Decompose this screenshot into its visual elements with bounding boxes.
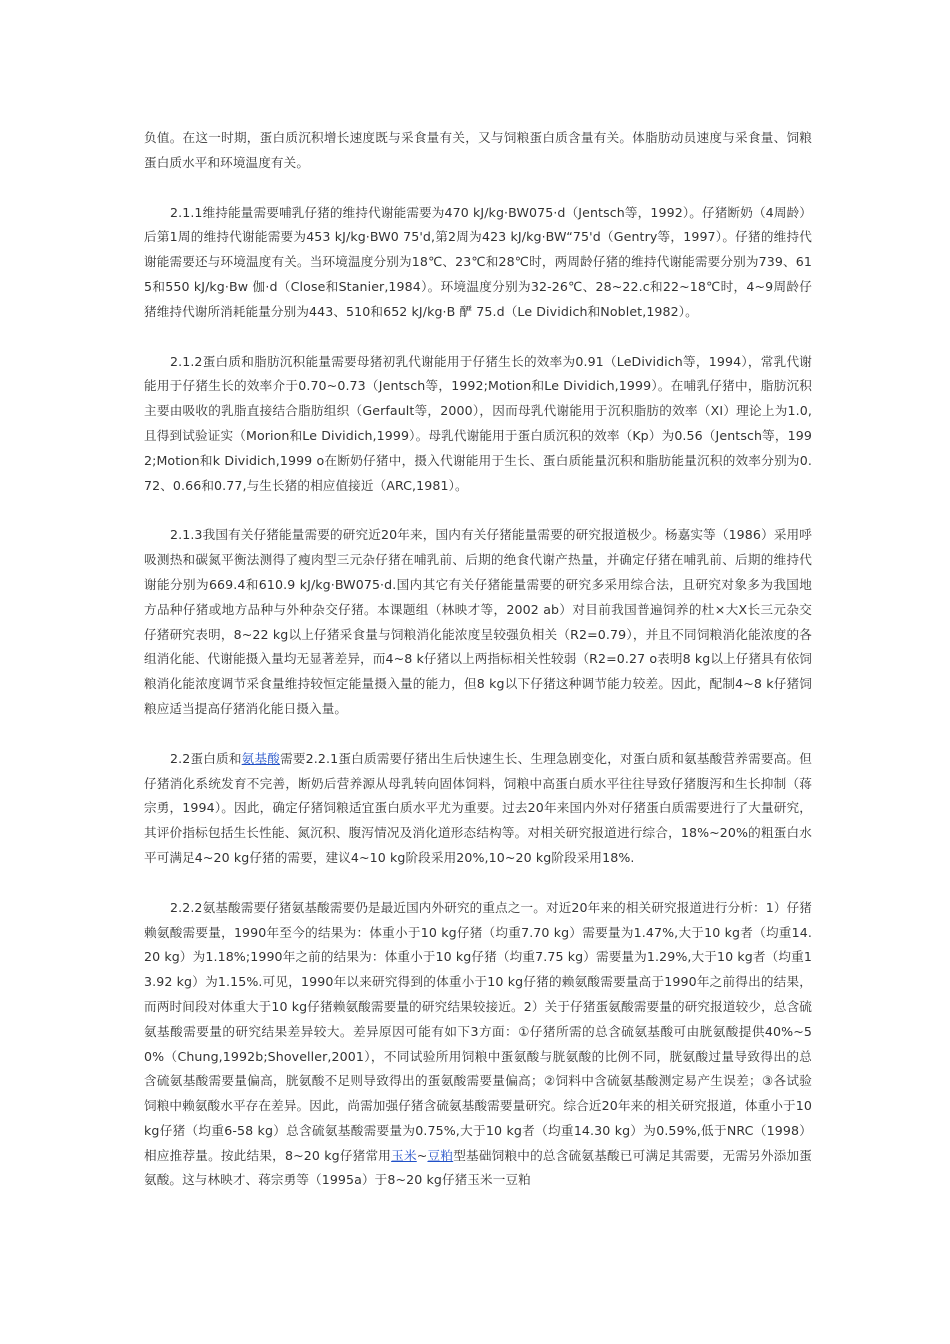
paragraph-text: 2.2.2氨基酸需要仔猪氨基酸需要仍是最近国内外研究的重点之一。对近20年来的相关研究报道进行分析：1）仔猪赖氨酸需要量，1990年至今的结果为：体重小于10 kg仔猪（均重7.70 kg）需要量为1.47%,大于10 kg者（均重14.20 kg）为1.18%;1990年之前的结果为：体重小于10 kg仔猪（均重7.75 kg）需要量为1.29%,大于10 kg者（均重13.92 kg）为1.15%.可见，1990年以来研究得到的体重小于10 kg仔猪的赖氨酸需要量高于1990年之前得出的结果，而两时间段对体重大于10 kg仔猪赖氨酸需要量的研究结果较接近。2）关于仔猪蛋氨酸需要量的研究报道较少，总含硫氨基酸需要量的研究结果差异较大。差异原因可能有如下3方面：①仔猪所需的总含硫氨基酸可由胱氨酸提供40%~50%（Chung,1992b;Shoveller,2001），不同试验所用饲粮中蛋氨酸与胱氨酸的比例不同，胱氨酸过量导致得出的总含硫氨基酸需要量偏高，胱氨酸不足则导致得出的蛋氨酸需要量偏高；②饲料中含硫氨基酸测定易产生误差；③各试验饲粮中赖氨酸水平存在差异。因此，尚需加强仔猪含硫氨基酸需要量研究。综合近20年来的相关研究报道，体重小于10 kg仔猪（均重6-58 kg）总含硫氨基酸需要量为0.75%,大于10 kg者（均重14.30 kg）为0.59%,低于NRC（1998）相应推荐量。按此结果，8~20 kg仔猪常用 [144,899,812,1163]
paragraph-2-2-2-amino-acid-requirement [144,896,812,1194]
paragraph-2-2-protein-amino-acid [144,747,812,871]
paragraph-2-1-1-maintenance-energy: 2.1.1维持能量需要哺乳仔猪的维持代谢能需要为470 kJ/kg·BW075·d（Jentsch等，1992）。仔猪断奶（4周龄）后第1周的维持代谢能需要为453 kJ/kg·BW0 75'd,第2周为423 kJ/kg·BW“75'd（Gentry等，1997）。仔猪的维持代谢能需要还与环境温度有关。当环境温度分别为18℃、23℃和28℃时，两周龄仔猪的维持代谢能需要分别为739、615和550 kJ/kg·Bw 伽·d（Close和Stanier,1984）。环境温度分别为32-26℃、28~22.c和22~18℃时，4~9周龄仔猪维持代谢所消耗能量分别为443、510和652 kJ/kg·B 酽 75.d（Le Dividich和Noblet,1982）。 [144,204,812,319]
amino-acid-link[interactable]: 氨基酸 [241,750,281,766]
paragraph-text: 型基础饲粮中的总含硫氨基酸已可满足其需要，无需另外添加蛋氨酸。这与林映才、蒋宗勇等（1995a）于8~20 kg仔猪玉米一豆粕 [144,1147,812,1188]
paragraph-2-1-3-domestic-research: 2.1.3我国有关仔猪能量需要的研究近20年来，国内有关仔猪能量需要的研究报道极少。杨嘉实等（1986）采用呼吸测热和碳氮平衡法测得了瘦肉型三元杂仔猪在哺乳前、后期的绝食代谢产热量，并确定仔猪在哺乳前、后期的维持代谢能分别为669.4和610.9 kJ/kg·BW075·d.国内其它有关仔猪能量需要的研究多采用综合法，且研究对象多为我国地方品种仔猪或地方品种与外种杂交仔猪。本课题组（林映才等，2002 ab）对目前我国普遍饲养的杜×大X长三元杂交仔猪研究表明，8~22 kg以上仔猪采食量与饲粮消化能浓度呈较强负相关（R2=0.79），并且不同饲粮消化能浓度的各组消化能、代谢能摄入量均无显著差异，而4~8 k仔猪以上两指标相关性较弱（R2=0.27 o表明8 kg以上仔猪具有依饲粮消化能浓度调节采食量维持较恒定能量摄入量的能力，但8 kg以下仔猪这种调节能力较差。因此，配制4~8 k仔猪饲粮应适当提高仔猪消化能日摄入量。 [144,527,812,716]
corn-link[interactable]: 玉米 [391,1147,417,1163]
paragraph-intro-continuation: 负值。在这一时期，蛋白质沉积增长速度既与采食量有关，又与饲粮蛋白质含量有关。体脂肪动员速度与采食量、饲粮蛋白质水平和环境温度有关。 [144,130,812,170]
soybean-meal-link[interactable]: 豆粕 [427,1147,454,1163]
paragraph-text: 需要2.2.1蛋白质需要仔猪出生后快速生长、生理急剧变化，对蛋白质和氨基酸营养需要高。但仔猪消化系统发育不完善，断奶后营养源从母乳转向固体饲料，饲粮中高蛋白质水平往往导致仔猪腹泻和生长抑制（蒋宗勇，1994）。因此，确定仔猪饲粮适宜蛋白质水平尤为重要。过去20年来国内外对仔猪蛋白质需要进行了大量研究，其评价指标包括生长性能、氮沉积、腹泻情况及消化道形态结构等。对相关研究报道进行综合，18%~20%的粗蛋白水平可满足4~20 kg仔猪的需要，建议4~10 kg阶段采用20%,10~20 kg阶段采用18%. [144,750,812,865]
paragraph-2-1-2-protein-fat-deposition: 2.1.2蛋白质和脂肪沉积能量需要母猪初乳代谢能用于仔猪生长的效率为0.91（LeDividich等，1994），常乳代谢能用于仔猪生长的效率介于0.70~0.73（Jentsch等，1992;Motion和Le Dividich,1999）。在哺乳仔猪中，脂肪沉积主要由吸收的乳脂直接结合脂肪组织（Gerfault等，2000），因而母乳代谢能用于沉积脂肪的效率（XI）理论上为1.0,且得到试验证实（Morion和Le Dividich,1999）。母乳代谢能用于蛋白质沉积的效率（Kp）为0.56（Jentsch等，1992;Motion和k Dividich,1999 o在断奶仔猪中，摄入代谢能用于生长、蛋白质能量沉积和脂肪能量沉积的效率分别为0.72、0.66和0.77,与生长猪的相应值接近（ARC,1981）。 [144,353,812,493]
document-page [144,126,812,1218]
paragraph-text: 2.2蛋白质和 [170,750,242,766]
tilde-separator: ~ [416,1147,428,1163]
